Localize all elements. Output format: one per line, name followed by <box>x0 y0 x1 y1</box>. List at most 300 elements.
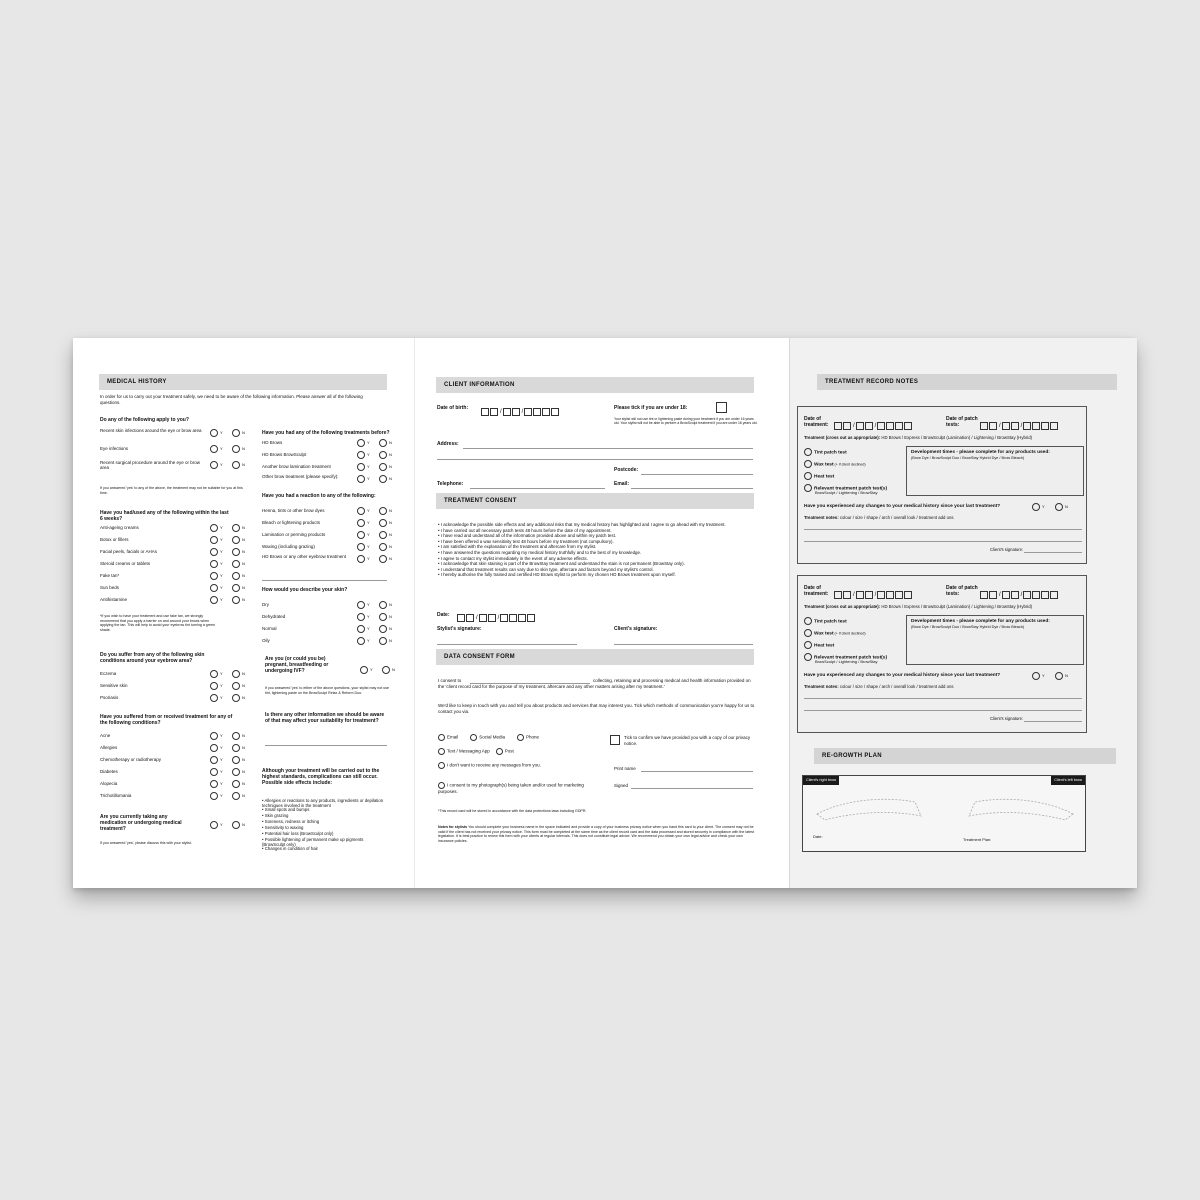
last-6-weeks-6-no-radio[interactable] <box>232 596 240 604</box>
reaction-0-yes-radio[interactable] <box>357 507 365 515</box>
pregnant-no-radio[interactable] <box>382 666 390 674</box>
treatment-before-1-row <box>262 450 397 460</box>
contact-method-social-media[interactable]: Social Media <box>470 734 505 741</box>
apply-2-no-label: N <box>242 462 245 467</box>
condition-2-no-label: N <box>242 757 245 762</box>
regrowth-plan-header: RE-GROWTH PLAN <box>814 748 1116 764</box>
skin-type-3-no-radio[interactable] <box>379 637 387 645</box>
condition-3-row <box>100 767 250 777</box>
treatment-before-0-no-label: N <box>389 440 392 445</box>
apply-2-label: Recent surgical procedure around the eye or brow area <box>100 460 201 470</box>
patch-test-item[interactable]: Tint patch test <box>804 617 847 626</box>
apply-1-row <box>100 444 250 454</box>
treatment-notes-line: Treatment notes: colour / size / shape / arch / overall look / treatment add ons <box>804 684 954 689</box>
apply-2-row <box>100 460 250 470</box>
consent-statement: • I have carried out all necessary patch tests 48 hours before the date of my appointment. <box>438 527 612 533</box>
treatment-before-2-no-radio[interactable] <box>379 463 387 471</box>
skin-type-3-yes-label: Y <box>367 638 370 643</box>
treatment-before-0-yes-radio[interactable] <box>357 439 365 447</box>
side-effect-item: • Changes in condition of hair <box>262 846 318 851</box>
gdpr-note: *This record card will be stored in accordance with the data protections laws including GDPR. <box>438 809 587 813</box>
development-times-box[interactable]: Development times - please complete for any products used: (Brow Dye / BrowSculpt Duo / BrowStay Hybrid Dye / Brow Bleach) <box>906 446 1084 496</box>
last-6-weeks-2-row <box>100 547 250 557</box>
question-medication: Are you currently taking any medication or undergoing medical treatment? <box>100 814 182 832</box>
apply-1-yes-label: Y <box>220 446 223 451</box>
last-6-weeks-2-label: Facial peels, facials or AHAs <box>100 549 158 554</box>
postcode-line[interactable] <box>641 474 753 475</box>
reaction-2-no-radio[interactable] <box>379 531 387 539</box>
treatment-before-2-yes-radio[interactable] <box>357 463 365 471</box>
data-consent-text: collecting, retaining and processing medical and health information provided on the 'client record card for the purpose of my treatment, aftercare and any other matters arising after my treatment.' <box>438 678 751 689</box>
contact-method-post[interactable]: Post <box>496 748 514 755</box>
last-6-weeks-0-no-radio[interactable] <box>232 524 240 532</box>
skin-condition-2-yes-label: Y <box>220 695 223 700</box>
medication-row <box>100 820 250 830</box>
skin-condition-2-yes-radio[interactable] <box>210 694 218 702</box>
history-changes-no-radio[interactable] <box>1055 503 1063 511</box>
question-conditions: Have you suffered from or received treatment for any of the following conditions? <box>100 714 233 726</box>
last-6-weeks-3-label: Steroid creams or tablets <box>100 561 151 566</box>
contact-methods-row-2 <box>438 748 514 755</box>
skin-type-1-yes-radio[interactable] <box>357 613 365 621</box>
skin-type-2-no-label: N <box>389 626 392 631</box>
last-6-weeks-4-label: Fake tan* <box>100 573 120 578</box>
skin-condition-0-no-label: N <box>242 671 245 676</box>
treatment-record-header: TREATMENT RECORD NOTES <box>817 374 1117 390</box>
reaction-0-yes-label: Y <box>367 508 370 513</box>
condition-4-no-label: N <box>242 781 245 786</box>
reaction-1-no-label: N <box>389 520 392 525</box>
record-client-signature-label: Client's signature: <box>990 716 1024 721</box>
privacy-notice-checkbox[interactable] <box>610 735 620 745</box>
last-6-weeks-0-row <box>100 523 250 533</box>
condition-1-no-label: N <box>242 745 245 750</box>
reaction-0-no-radio[interactable] <box>379 507 387 515</box>
record-client-signature-label: Client's signature: <box>990 547 1024 552</box>
condition-5-yes-label: Y <box>220 793 223 798</box>
pregnant-yes-radio[interactable] <box>360 666 368 674</box>
skin-type-2-yes-radio[interactable] <box>357 625 365 633</box>
skin-condition-0-no-radio[interactable] <box>232 670 240 678</box>
date-of-patch-tests-boxes[interactable]: / / <box>980 417 1059 435</box>
condition-2-no-radio[interactable] <box>232 756 240 764</box>
reaction-1-label: Bleach or lightening products <box>262 520 321 525</box>
date-of-treatment-boxes[interactable]: / / <box>834 586 913 604</box>
treatment-before-2-row <box>262 462 397 472</box>
last-6-weeks-5-no-label: N <box>242 585 245 590</box>
treatment-before-3-label: Other brow treatment (please specify): <box>262 474 339 479</box>
reaction-1-no-radio[interactable] <box>379 519 387 527</box>
condition-0-row <box>100 731 250 741</box>
address-line-2[interactable] <box>437 459 753 460</box>
history-changes-yes-radio[interactable] <box>1032 672 1040 680</box>
question-pregnant-note: If you answered 'yes' to either of the above questions, your stylist may not use tint, lightening paste on the BrowSculpt Relax & Reform Duo. <box>265 686 390 695</box>
treatment-before-1-yes-radio[interactable] <box>357 451 365 459</box>
contact-method-email[interactable]: Email <box>438 734 458 741</box>
date-of-patch-tests-label: Date of patch tests: <box>946 585 978 597</box>
skin-condition-0-yes-label: Y <box>220 671 223 676</box>
last-6-weeks-0-yes-label: Y <box>220 525 223 530</box>
signed-line[interactable] <box>631 788 753 789</box>
skin-type-2-no-radio[interactable] <box>379 625 387 633</box>
skin-condition-1-row <box>100 681 250 691</box>
treatment-consent-header: TREATMENT CONSENT <box>436 493 754 509</box>
condition-4-label: Alopecia <box>100 781 118 786</box>
treatment-before-1-no-label: N <box>389 452 392 457</box>
apply-1-yes-radio[interactable] <box>210 445 218 453</box>
history-changes-yes-label: Y <box>1042 504 1045 509</box>
reaction-3-row <box>262 542 397 552</box>
reaction-3-yes-radio[interactable] <box>357 543 365 551</box>
condition-3-yes-radio[interactable] <box>210 768 218 776</box>
condition-0-no-label: N <box>242 733 245 738</box>
apply-0-label: Recent skin infections around the eye or brow area <box>100 428 202 433</box>
last-6-weeks-2-no-radio[interactable] <box>232 548 240 556</box>
skin-condition-2-no-radio[interactable] <box>232 694 240 702</box>
apply-2-no-radio[interactable] <box>232 461 240 469</box>
condition-5-yes-radio[interactable] <box>210 792 218 800</box>
condition-0-label: Acne <box>100 733 111 738</box>
last-6-weeks-6-label: Antihistamine <box>100 597 128 602</box>
skin-type-1-yes-label: Y <box>367 614 370 619</box>
reaction-3-no-radio[interactable] <box>379 543 387 551</box>
medical-history-panel <box>73 338 414 888</box>
condition-4-row <box>100 779 250 789</box>
skin-type-1-no-label: N <box>389 614 392 619</box>
condition-5-no-radio[interactable] <box>232 792 240 800</box>
date-of-treatment-label: Date of treatment: <box>804 416 829 428</box>
contact-methods-row-1 <box>438 734 539 741</box>
treatment-before-2-yes-label: Y <box>367 464 370 469</box>
treatment-before-3-row <box>262 474 397 484</box>
question-pregnant: Are you (or could you be) pregnant, breastfeeding or undergoing IVF? <box>265 656 329 674</box>
treatment-before-0-yes-label: Y <box>367 440 370 445</box>
condition-5-no-label: N <box>242 793 245 798</box>
side-effect-item: • Potential hair loss (BrowSculpt only) <box>262 831 334 836</box>
client-signature-label: Client's signature: <box>614 626 658 632</box>
last-6-weeks-1-yes-label: Y <box>220 537 223 542</box>
consent-statement: • I understand that treatment results can vary due to skin type, aftercare and factors beyond my stylist's control. <box>438 566 654 572</box>
side-effect-item: • Possible lightening of permanent make up pigments (BrowSculpt only) <box>262 837 364 847</box>
patch-test-item[interactable]: Relevant treatment patch test(s) <box>804 653 887 662</box>
last-6-weeks-6-yes-label: Y <box>220 597 223 602</box>
pregnant-row <box>265 665 400 675</box>
reaction-2-label: Lamination or perming products <box>262 532 326 537</box>
question-apply: Do any of the following apply to you? <box>100 417 189 423</box>
patch-test-item[interactable]: Relevant treatment patch test(s) <box>804 484 887 493</box>
treatment-before-0-label: HD Brows <box>262 440 283 445</box>
last-6-weeks-6-no-label: N <box>242 597 245 602</box>
treatment-before-3-no-radio[interactable] <box>379 475 387 483</box>
side-effect-item: • Soreness, redness or itching <box>262 819 320 824</box>
date-of-treatment-boxes[interactable]: / / <box>834 417 913 435</box>
medication-yes-radio[interactable] <box>210 821 218 829</box>
medical-intro: In order for us to carry out your treatment safely, we need to be aware of the following information. Please answer all of the following questions. <box>100 394 363 405</box>
regrowth-treatment-plan-label: Treatment Plan: <box>963 837 992 842</box>
treatment-type-line: Treatment (cross out as appropriate): HD Brows / Express / BrowSculpt (Lamination) / Lightening / BrowStay (Hybrid) <box>804 604 1033 609</box>
last-6-weeks-1-no-radio[interactable] <box>232 536 240 544</box>
apply-1-no-label: N <box>242 446 245 451</box>
skin-condition-1-label: Sensitive skin <box>100 683 128 688</box>
reaction-2-yes-radio[interactable] <box>357 531 365 539</box>
reaction-2-yes-label: Y <box>367 532 370 537</box>
last-6-weeks-4-row <box>100 571 250 581</box>
last-6-weeks-3-yes-radio[interactable] <box>210 560 218 568</box>
reaction-1-yes-radio[interactable] <box>357 519 365 527</box>
patch-test-item[interactable]: Heat test <box>804 472 834 481</box>
pregnant-no-label: N <box>392 667 395 672</box>
skin-type-2-row <box>262 624 397 634</box>
skin-condition-1-no-radio[interactable] <box>232 682 240 690</box>
last-6-weeks-2-yes-radio[interactable] <box>210 548 218 556</box>
treatment-before-0-no-radio[interactable] <box>379 439 387 447</box>
reaction-3-no-label: N <box>389 544 392 549</box>
condition-3-no-radio[interactable] <box>232 768 240 776</box>
reaction-0-no-label: N <box>389 508 392 513</box>
under-18-checkbox[interactable] <box>716 402 727 413</box>
condition-2-yes-label: Y <box>220 757 223 762</box>
contact-method-phone[interactable]: Phone <box>517 734 539 741</box>
consent-date-boxes[interactable]: / / <box>457 609 536 627</box>
last-6-weeks-3-no-radio[interactable] <box>232 560 240 568</box>
reaction-4-no-label: N <box>389 556 392 561</box>
treatment-before-3-yes-label: Y <box>367 476 370 481</box>
condition-3-label: Diabetes <box>100 769 118 774</box>
patch-test-item[interactable]: Wax test (+ if client declined) <box>804 629 866 638</box>
client-signature-line[interactable] <box>614 644 753 645</box>
last-6-weeks-6-row <box>100 595 250 605</box>
condition-1-no-radio[interactable] <box>232 744 240 752</box>
last-6-weeks-0-label: Anti-ageing creams <box>100 525 139 530</box>
history-changes-question: Have you experienced any changes to your medical history since your last treatment? <box>804 673 1001 678</box>
consent-statement: • I have been offered a wax sensitivity test 48 hours before my treatment (not compulsory). <box>438 538 614 544</box>
postcode-label: Postcode: <box>614 467 639 473</box>
last-6-weeks-2-no-label: N <box>242 549 245 554</box>
medication-no-radio[interactable] <box>232 821 240 829</box>
skin-condition-0-row <box>100 669 250 679</box>
last-6-weeks-1-no-label: N <box>242 537 245 542</box>
treatment-before-0-row <box>262 438 397 448</box>
skin-condition-1-yes-radio[interactable] <box>210 682 218 690</box>
condition-4-yes-radio[interactable] <box>210 780 218 788</box>
telephone-line[interactable] <box>470 488 605 489</box>
last-6-weeks-1-yes-radio[interactable] <box>210 536 218 544</box>
history-changes-no-label: N <box>1065 673 1068 678</box>
pregnant-yes-label: Y <box>370 667 373 672</box>
skin-type-0-row <box>262 600 397 610</box>
skin-type-3-label: Oily <box>262 638 270 643</box>
medical-history-header: MEDICAL HISTORY <box>99 374 387 390</box>
client-record-card <box>73 338 1136 888</box>
treatment-type-line: Treatment (cross out as appropriate): HD Brows / Express / BrowSculpt (Lamination) / Lightening / BrowStay (Hybrid) <box>804 435 1033 440</box>
last-6-weeks-3-yes-label: Y <box>220 561 223 566</box>
last-6-weeks-6-yes-radio[interactable] <box>210 596 218 604</box>
skin-type-0-no-label: N <box>389 602 392 607</box>
date-of-treatment-label: Date of treatment: <box>804 585 829 597</box>
address-label: Address: <box>437 441 459 447</box>
reaction-4-yes-label: Y <box>367 556 370 561</box>
consent-statement: • I am satisfied with the explanation of the treatment and aftercare from my stylist. <box>438 544 597 550</box>
data-consent-intro: I consent to <box>438 678 462 683</box>
last-6-weeks-1-label: Botox or fillers <box>100 537 129 542</box>
question-treatments-before: Have you had any of the following treatments before? <box>262 430 390 436</box>
reaction-4-label: HD Brows or any other eyebrow treatment <box>262 554 347 559</box>
condition-4-yes-label: Y <box>220 781 223 786</box>
date-of-patch-tests-boxes[interactable]: / / <box>980 586 1059 604</box>
consent-statement: • I have read and understand all of the information provided above and within my patch test. <box>438 533 617 539</box>
apply-0-yes-radio[interactable] <box>210 429 218 437</box>
condition-2-row <box>100 755 250 765</box>
last-6-weeks-3-no-label: N <box>242 561 245 566</box>
skin-condition-1-yes-label: Y <box>220 683 223 688</box>
history-changes-no-label: N <box>1065 504 1068 509</box>
skin-condition-0-label: Eczema <box>100 671 117 676</box>
dob-label: Date of birth: <box>437 405 469 411</box>
skin-condition-2-no-label: N <box>242 695 245 700</box>
skin-type-3-no-label: N <box>389 638 392 643</box>
treatment-before-3-yes-radio[interactable] <box>357 475 365 483</box>
apply-0-yes-label: Y <box>220 430 223 435</box>
skin-type-0-no-radio[interactable] <box>379 601 387 609</box>
skin-type-0-label: Dry <box>262 602 269 607</box>
development-times-box[interactable]: Development times - please complete for any products used: (Brow Dye / BrowSculpt Duo / BrowStay Hybrid Dye / Brow Bleach) <box>906 615 1084 665</box>
last-6-weeks-4-yes-radio[interactable] <box>210 572 218 580</box>
skin-type-3-yes-radio[interactable] <box>357 637 365 645</box>
apply-0-no-label: N <box>242 430 245 435</box>
apply-0-no-radio[interactable] <box>232 429 240 437</box>
last-6-weeks-1-row <box>100 535 250 545</box>
apply-1-no-radio[interactable] <box>232 445 240 453</box>
under-18-label: Please tick if you are under 18: <box>614 405 688 411</box>
last-6-weeks-4-no-label: N <box>242 573 245 578</box>
email-line[interactable] <box>631 488 753 489</box>
question-apply-note: If you answered 'yes' to any of the above, the treatment may not be suitable for you at this time. <box>100 486 243 495</box>
treatment-notes-line: Treatment notes: colour / size / shape / arch / overall look / treatment add ons <box>804 515 954 520</box>
last-6-weeks-2-yes-label: Y <box>220 549 223 554</box>
photo-consent-option[interactable]: I consent to my photograph(s) being taken and/or used for marketing purposes. <box>438 782 584 794</box>
reaction-2-row <box>262 530 397 540</box>
apply-2-yes-label: Y <box>220 462 223 467</box>
skin-condition-1-no-label: N <box>242 683 245 688</box>
email-label: Email: <box>614 481 630 487</box>
condition-5-label: Trichotillomania <box>100 793 132 798</box>
signed-label: Signed <box>614 783 629 788</box>
last-6-weeks-5-no-radio[interactable] <box>232 584 240 592</box>
no-messages-option[interactable]: I don't want to receive any messages from you. <box>438 762 541 769</box>
last-6-weeks-5-row <box>100 583 250 593</box>
client-information-header: CLIENT INFORMATION <box>436 377 754 393</box>
condition-0-yes-label: Y <box>220 733 223 738</box>
stylist-signature-line[interactable] <box>437 644 577 645</box>
condition-1-yes-radio[interactable] <box>210 744 218 752</box>
side-effect-item: • Skin grazing <box>262 813 289 818</box>
dob-boxes[interactable]: / / <box>481 403 560 421</box>
skin-type-1-no-radio[interactable] <box>379 613 387 621</box>
reaction-0-row <box>262 506 397 516</box>
skin-condition-2-row <box>100 693 250 703</box>
treatment-before-3-no-label: N <box>389 476 392 481</box>
apply-1-label: Eye infections <box>100 446 129 451</box>
question-skin-type: How would you describe your skin? <box>262 587 348 593</box>
address-line-1[interactable] <box>463 448 753 449</box>
condition-1-yes-label: Y <box>220 745 223 750</box>
print-name-line[interactable] <box>641 771 753 772</box>
apply-2-yes-radio[interactable] <box>210 461 218 469</box>
question-skin-conditions: Do you suffer from any of the following skin conditions around your eyebrow area? <box>100 652 205 664</box>
last-6-weeks-3-row <box>100 559 250 569</box>
treatment-record-panel <box>789 338 1137 888</box>
skin-type-2-label: Normal <box>262 626 277 631</box>
history-changes-yes-radio[interactable] <box>1032 503 1040 511</box>
reaction-4-yes-radio[interactable] <box>357 555 365 563</box>
fake-tan-note: *If you wish to have your treatment and use fake tan, we strongly recommend that you apply a barrier on and around your brows when applying the tan. This will help to avoid your eyebrow tint turning a green shade. <box>100 614 216 632</box>
contact-method-text-messaging-app[interactable]: Text / Messaging App <box>438 748 490 755</box>
condition-2-label: Chemotherapy or radiotherapy <box>100 757 162 762</box>
condition-5-row <box>100 791 250 801</box>
relevant-patch-note: BrowSculpt / Lightening / BrowStay <box>815 659 878 664</box>
right-brow-label: Client's right brow <box>803 776 839 785</box>
skin-type-3-row <box>262 636 397 646</box>
condition-2-yes-radio[interactable] <box>210 756 218 764</box>
patch-test-item[interactable]: Tint patch test <box>804 448 847 457</box>
client-consent-panel <box>414 338 790 888</box>
treatment-record-card <box>797 406 1087 564</box>
privacy-notice-label: Tick to confirm we have provided you with a copy of our privacy notice. <box>624 735 751 746</box>
reaction-3-label: Waxing (including grazing) <box>262 544 315 549</box>
data-consent-header: DATA CONSENT FORM <box>436 649 754 665</box>
last-6-weeks-0-yes-radio[interactable] <box>210 524 218 532</box>
condition-4-no-radio[interactable] <box>232 780 240 788</box>
reaction-1-yes-label: Y <box>367 520 370 525</box>
side-effect-item: • Sensitivity to waxing <box>262 825 304 830</box>
last-6-weeks-5-yes-radio[interactable] <box>210 584 218 592</box>
print-name-label: Print name <box>614 766 636 771</box>
history-changes-question: Have you experienced any changes to your medical history since your last treatment? <box>804 504 1001 509</box>
skin-type-0-yes-radio[interactable] <box>357 601 365 609</box>
side-effects-heading: Although your treatment will be carried out to the highest standards, complications can still occur. Possible side effects include: <box>262 768 380 786</box>
history-changes-no-radio[interactable] <box>1055 672 1063 680</box>
question-medication-note: If you answered 'yes', please discuss this with your stylist. <box>100 841 192 845</box>
stylist-signature-label: Stylist's signature: <box>437 626 482 632</box>
relevant-patch-note: BrowSculpt / Lightening / BrowStay <box>815 490 878 495</box>
condition-1-label: Allergies <box>100 745 118 750</box>
condition-0-no-radio[interactable] <box>232 732 240 740</box>
consent-statement: • I agree to contact my stylist immediately in the event of any adverse effects. <box>438 555 588 561</box>
patch-test-item[interactable]: Heat test <box>804 641 834 650</box>
side-effect-item: • Allergies or reactions to any products, ingredients or depilation techniques involved in the treatment <box>262 798 384 808</box>
reaction-3-yes-label: Y <box>367 544 370 549</box>
medication-yes-label: Y <box>220 822 223 827</box>
telephone-label: Telephone: <box>437 481 464 487</box>
consent-statements <box>438 522 754 578</box>
condition-0-yes-radio[interactable] <box>210 732 218 740</box>
brow-outline-drawing <box>803 776 1087 853</box>
treatment-record-card <box>797 575 1087 733</box>
treatment-before-1-no-radio[interactable] <box>379 451 387 459</box>
left-brow-label: Client's left brow <box>1051 776 1085 785</box>
skin-type-1-row <box>262 612 397 622</box>
history-changes-yes-label: Y <box>1042 673 1045 678</box>
last-6-weeks-4-no-radio[interactable] <box>232 572 240 580</box>
reaction-4-no-radio[interactable] <box>379 555 387 563</box>
treatment-before-2-no-label: N <box>389 464 392 469</box>
regrowth-date-label: Date: <box>813 834 823 839</box>
last-6-weeks-5-yes-label: Y <box>220 585 223 590</box>
patch-test-item[interactable]: Wax test (+ if client declined) <box>804 460 866 469</box>
medication-no-label: N <box>242 822 245 827</box>
skin-condition-0-yes-radio[interactable] <box>210 670 218 678</box>
question-last-6-weeks: Have you had/used any of the following within the last 6 weeks? <box>100 510 229 522</box>
